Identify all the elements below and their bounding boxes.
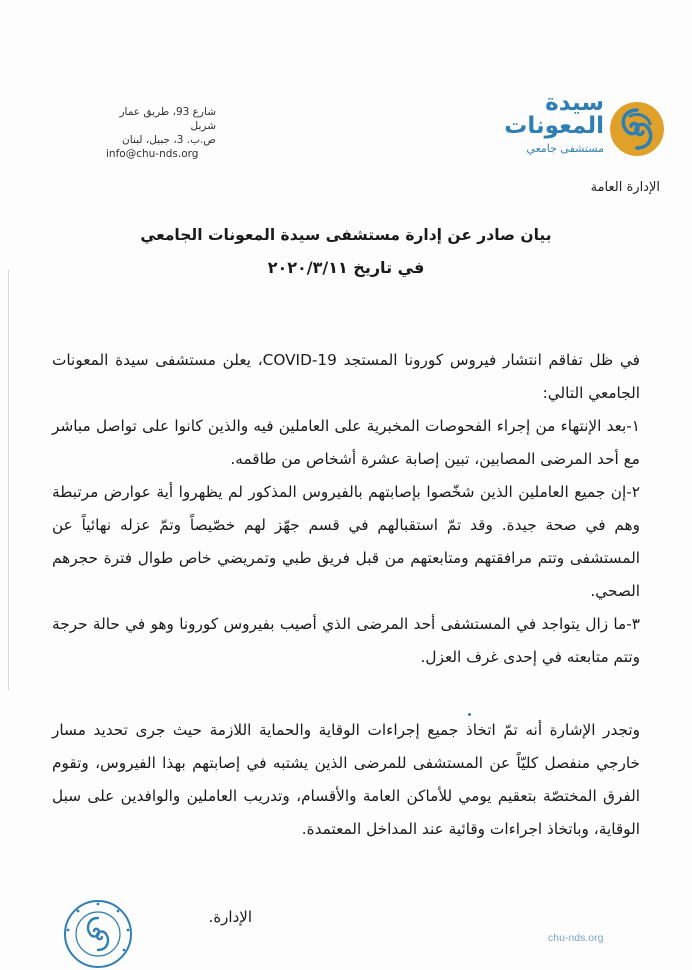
address-line-1: شارع 93، طريق عمار شربل [119,106,216,132]
statement-date: في تاريخ ٢٠٢٠/٣/١١ [267,258,425,277]
hospital-seal-icon [62,898,134,970]
brand-subtitle: مستشفى جامعي [526,142,604,155]
brand-block [500,92,604,155]
statement-title: بيان صادر عن إدارة مستشفى سيدة المعونات الجامعي [140,226,552,244]
list-item: ٣-ما زال يتواجد في المستشفى أحد المرضى الذي أصيب بفيروس كورونا وهو في حالة حرجة وتتم متابعته في إحدى غرف العزل. [52,615,640,666]
footer-url: chu-nds.org [548,932,604,944]
closing-paragraph: وتجدر الإشارة أنه تمّ اتخاذ جميع إجراءات الوقاية والحماية اللازمة حيث جرى تحديد مسار خارجي منفصل كليّاً عن المستشفى للمرضى الذين يشتبه في إصابتهم بهذا الفيروس، وتقوم الفرق المختصّة بتعقيم يومي للأماكن العامة والأقسام، وتدريب العاملين والوافدين على سبل الوقاية، وباتخاذ اجراءات وقائية عند المداخل المعتمدة. [52,721,640,838]
brand-name: سيدة المعونات [504,90,604,139]
list-item: ١-بعد الإنتهاء من إجراء الفحوصات المخبرية على العاملين فيه والذين كانوا على تواصل مباشر مع أحد المرضى المصابين، تبين إصابة عشرة أشخاص من طاقمه. [52,417,640,468]
statement-body [52,344,640,846]
paragraph-gap [52,674,640,714]
address-line-2: ص.ب. 3، جبيل، لبنان [122,134,216,146]
hospital-logo-icon [608,98,666,160]
address-block [96,105,216,161]
ink-dot [468,713,471,716]
page-fold-line [8,270,9,690]
department-label: الإدارة العامة [590,180,660,195]
list-item: ٢-إن جميع العاملين الذين شخّصوا بإصابتهم بالفيروس المذكور لم يظهروا أية عوارض مرتبطة وهم في صحة جيدة. وقد تمّ استقبالهم في قسم جهّز لهم خصّيصاً وتمّ عزله نهائياً عن المستشفى وتتم مرافقتهم ومتابعتهم من قبل فريق طبي وتمريضي خاص طوال فترة حجرهم الصحي. [52,483,640,600]
email-address: info@chu-nds.org [106,148,199,160]
intro-paragraph: في ظل تفاقم انتشار فيروس كورونا المستجد COVID-19، يعلن مستشفى سيدة المعونات الجامعي التالي: [52,351,640,402]
signoff: الإدارة. [208,908,252,926]
